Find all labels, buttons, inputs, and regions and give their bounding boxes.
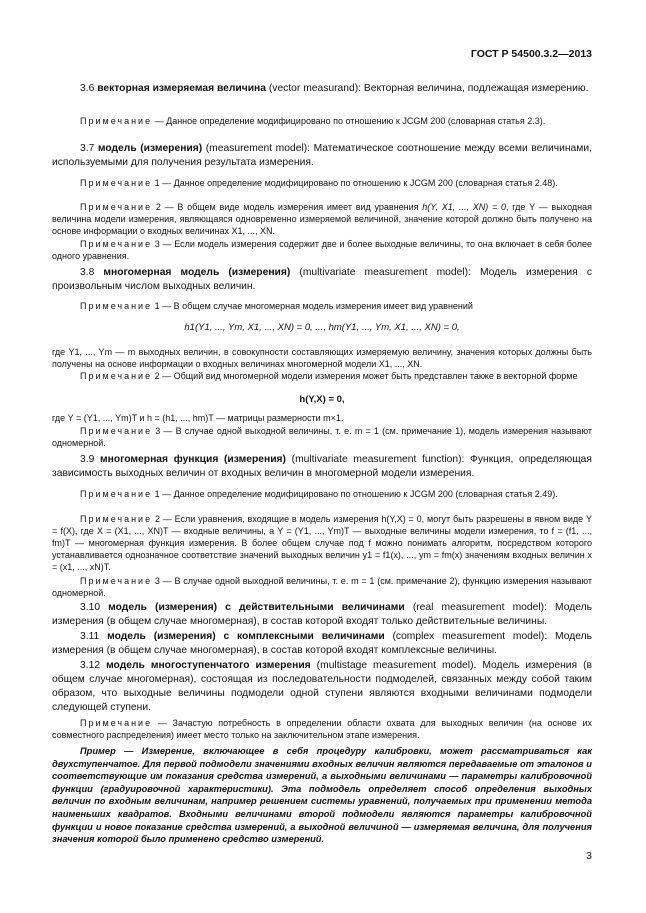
term-number: 3.12 (80, 660, 101, 671)
note-text-cont: , где Y — выходная величина модели измерения, являющаяся одновременно измеряемой величиной, значение которой должно быть получено на основе информации о входных величинах X1, ..., XN. (52, 202, 592, 236)
equation-multivariate: h1(Y1, ..., Ym, X1, ..., XN) = 0, ..., hm(Y1, ..., Ym, X1, ..., XN) = 0, (184, 322, 460, 333)
note-text: 1 — Данное определение модифицировано по отношению к JCGM 200 (словарная статья 2.48). (152, 178, 558, 188)
note-label: Примечание (80, 718, 153, 728)
note-text: — Зачастую потребность в определении области охвата для выходных величин (на основе их совместного распределения) имеет место только на заключительном этапе измерения. (52, 718, 592, 740)
note-3-8-2-cont: где Y = (Y1, ..., Ym)T и h = (h1, ..., hm)T — матрицы размерности m×1. (52, 413, 344, 423)
note-text: 2 — Общий вид многомерной модели измерения может быть представлен также в векторной форме (152, 371, 578, 381)
note-3-9-2 (52, 513, 592, 573)
term-definition: (multistage measurement model). Модель измерения (в общем случае многомерная), состоящая из последовательности подмоделей, связанных между собой таким образом, что выходные величины подмодели одной ступени являются входными величинами подмодели следующей ступени. (52, 660, 592, 713)
note-text: 3 — Если модель измерения содержит две и более выходные величины, то она включает в себя более одного уравнения. (52, 239, 592, 261)
term-number: 3.10 (80, 602, 101, 613)
term-3-12 (52, 659, 592, 715)
note-text: 2 — Если уравнения, входящие в модель измерения h(Y,X) = 0, могут быть разрешены в явном виде Y = f(X), где X = (X1, ..., XN)T — входные величины, а Y = (Y1, ..., Ym)T — выходные величины модели измерения, то f = (f1, ..., fm)T — многомерная функция измерения. В более общем случае под f можно понимать алгоритм, посредством которого устанавливается однозначное соответствие значений выходных величин y1 = f1(x), ..., ym = fm(x) значениям входных величин x = (x1, ..., xN)T. (52, 514, 592, 572)
note-label: Примечание (80, 371, 153, 381)
note-label: Примечание (80, 202, 153, 212)
term-definition: (vector measurand): Векторная величина, подлежащая измерению. (266, 83, 589, 94)
term-number: 3.9 (80, 454, 95, 465)
term-name: модель (измерения) (97, 143, 203, 154)
page-number: 3 (586, 850, 592, 862)
term-name: модель многоступенчатого измерения (106, 660, 311, 671)
note-text: — Данное определение модифицировано по отношению к JCGM 200 (словарная статья 2.3). (152, 116, 546, 126)
term-definition: (multivariate measurement model): Модель измерения с произвольным числом выходных величин. (52, 267, 592, 292)
note-label: Примечание (80, 489, 153, 499)
term-3-8 (52, 266, 592, 294)
note-label: Примечание (80, 116, 153, 126)
note-3-8-1-cont: где Y1, ..., Ym — m выходных величин, в совокупности составляющих измеряемую величину, значения которых должны быть получены на основе информации о входных величинах многомерной модели X1, ..., XN. (52, 347, 592, 369)
note-label: Примечание (80, 576, 153, 586)
example-paragraph: Пример — Измерение, включающее в себя процедуру калибровки, может рассматриваться как двухступенчатое. Для первой подмодели значениями входных величин являются передаваемые от эталонов и соответствующие им показания средства измерений, а выходными величинами — параметры калибровочной функции (градуировочной характеристики). Эта подмодель определяет способ определения выходных величин по входным величинам, например решением системы уравнений, получаемых при применении метода наименьших квадратов. Входными величинами второй подмодели являются параметры калибровочной функции и новое показание средства измерений, а выходной величиной — измеряемая величина, для получения значения которой было применено средство измерений. (52, 746, 592, 845)
note-text: 3 — В случае одной выходной величины, т. е. m = 1 (см. примечание 2), функцию измерения называют одномерной. (52, 576, 592, 598)
note-label: Примечание (80, 426, 153, 436)
note-equation: h(Y, X1, ..., XN) = 0 (422, 202, 506, 212)
term-name: многомерная функция (измерения) (100, 454, 286, 465)
term-name: векторная измеряемая величина (97, 83, 266, 94)
term-name: модель (измерения) с действительными величинами (108, 602, 405, 613)
term-definition: (measurement model): Математическое соотношение между всеми величинами, используемыми для получения результата измерения. (52, 143, 592, 168)
note-label: Примечание (80, 239, 153, 249)
note-3-9-3 (52, 575, 592, 599)
note-label: Примечание (80, 178, 153, 188)
term-3-7 (52, 142, 592, 170)
note-3-6 (52, 115, 592, 127)
note-3-8-2 (52, 370, 592, 382)
note-3-12 (52, 717, 592, 741)
note-3-8-3 (52, 425, 592, 449)
term-3-10 (52, 601, 592, 629)
term-3-9 (52, 453, 592, 481)
note-text: 1 — Данное определение модифицировано по отношению к JCGM 200 (словарная статья 2.49). (152, 489, 558, 499)
note-3-9-1 (52, 488, 592, 500)
term-3-11 (52, 630, 592, 658)
note-3-7-2 (52, 201, 592, 237)
note-text: 3 — В случае одной выходной величины, т. е. m = 1 (см. примечание 1), модель измерения называют одномерной. (52, 426, 592, 448)
term-number: 3.6 (80, 83, 95, 94)
equation-vector: h(Y,X) = 0, (299, 394, 345, 405)
term-number: 3.7 (80, 143, 95, 154)
standard-header: ГОСТ Р 54500.3.2—2013 (470, 48, 592, 60)
term-number: 3.8 (80, 267, 95, 278)
term-name: модель (измерения) с комплексными величинами (107, 631, 385, 642)
term-definition: (complex measurement model): Модель измерения (в общем случае многомерная), в состав которой входят комплексные величины. (52, 631, 592, 656)
term-definition: (real measurement model): Модель измерения (в общем случае многомерная), в состав которой входят только действительные величины. (52, 602, 592, 627)
term-definition: (multivariate measurement function): Функция, определяющая зависимость выходных величин от входных величин в многомерной модели измерения. (52, 454, 592, 479)
term-number: 3.11 (80, 631, 100, 642)
term-3-6 (52, 82, 592, 96)
note-3-7-3 (52, 238, 592, 262)
note-text: 1 — В общем случае многомерная модель измерения имеет вид уравнений (152, 301, 473, 311)
note-label: Примечание (80, 514, 153, 524)
term-name: многомерная модель (измерения) (103, 267, 291, 278)
note-3-7-1 (52, 177, 592, 189)
note-3-8-1 (52, 300, 592, 312)
note-label: Примечание (80, 301, 153, 311)
note-text: 2 — В общем виде модель измерения имеет вид уравнения (152, 202, 423, 212)
